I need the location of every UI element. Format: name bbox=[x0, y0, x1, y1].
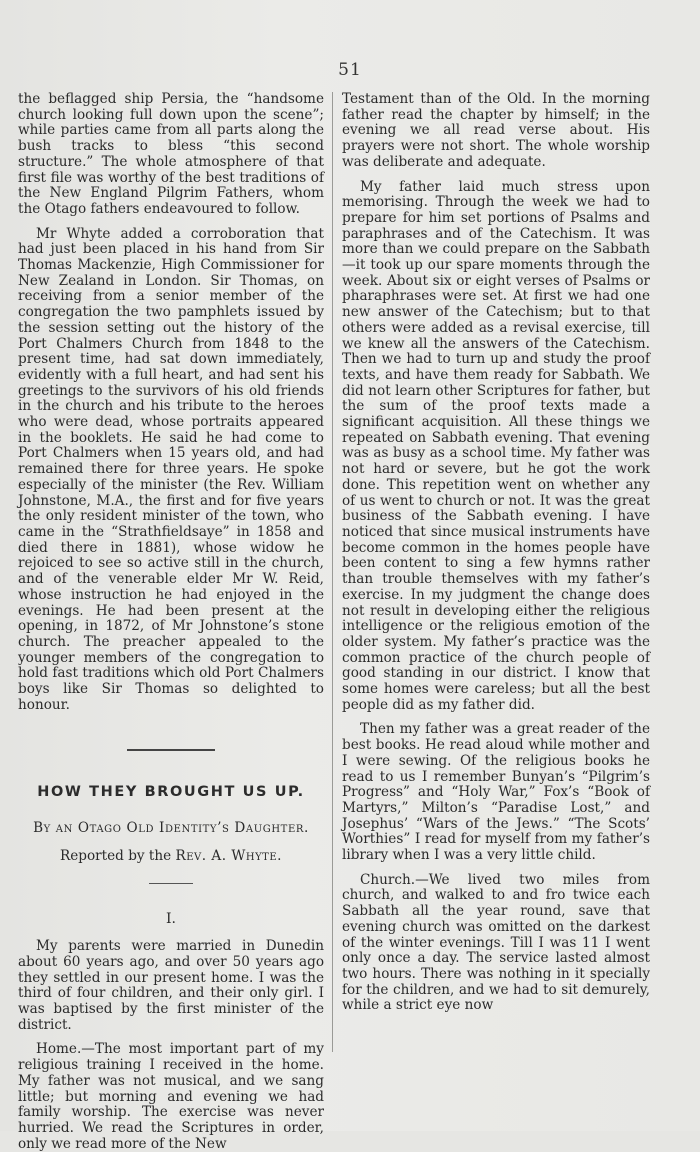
paragraph: the beflagged ship Persia, the “handsome church looking full down upon the scene”; while parties came from all parts along the bush tracks to bless “this second structure.” The whole atmosphere of that first file was worthy of the best traditions of the New England Pilgrim Fathers, whom the Otago fathers endeavoured to follow. bbox=[18, 91, 324, 217]
paragraph: Mr Whyte added a corroboration that had just been placed in his hand from Sir Thomas Mackenzie, High Commissioner for New Zealand in London. Sir Thomas, on receiving from a senior member of the congregation the two pamphlets issued by the session setting out the history of the Port Chalmers Church from 1848 to the present time, had sat down immediately, evidently with a full heart, and had sent his greetings to the survivors of his old friends in the church and his tribute to the heroes who were dead, whose portraits appeared in the booklets. He said he had come to Port Chalmers when 15 years old, and had remained there for three years. He spoke especially of the minister (the Rev. William Johnstone, M.A., the first and for five years the only resident minister of the town, who came in the “Strathfieldsaye” in 1858 and died there in 1881), whose widow he rejoiced to see so active still in the church, and of the venerable elder Mr W. Reid, whose instruction he had enjoyed in the evenings. He had been present at the opening, in 1872, of Mr Johnstone’s stone church. The preacher appealed to the younger members of the congregation to hold fast traditions which old Port Chalmers boys like Sir Thomas so delighted to honour. bbox=[18, 225, 324, 713]
paragraph: My father laid much stress upon memorising. Through the week we had to prepare for him set portions of Psalms and paraphrases and of the Catechism. It was more than we could prepare on the Sabbath—it took up our spare moments through the week. About six or eight verses of Psalms or pharaphrases were set. At first we had one new answer of the Catechism; but to that others were added as a revisal exercise, till we knew all the answers of the Catechism. Then we had to turn up and study the proof texts, and have them ready for Sabbath. We did not learn other Scriptures for father, but the sum of the proof texts made a significant acquisition. All these things we repeated on Sabbath evening. That evening was as busy as a school time. My father was not hard or severe, but he got the work done. This repetition went on whether any of us went to church or not. It was the great business of the Sabbath evening. I have noticed that since musical instruments have become common in the homes people have been content to sing a few hymns rather than trouble themselves with my father’s exercise. In my judgment the change does not result in developing either the religious intelligence or the religious emotion of the older system. My father’s practice was the common practice of the church people of good standing in our district. I know that some homes were careless; but all the best people did as my father did. bbox=[342, 178, 650, 713]
section-number: I. bbox=[166, 910, 176, 927]
right-column bbox=[342, 92, 650, 1014]
reported-prefix: Reported by the bbox=[60, 847, 172, 864]
section-divider bbox=[127, 749, 215, 751]
section-body bbox=[18, 939, 324, 1152]
paragraph: Then my father was a great reader of the best books. He read aloud while mother and I were sewing. Of the religious books he read to us I remember Bunyan’s “Pilgrim’s Progress” and “Holy War,” Fox’s “Book of Martyrs,” Milton’s “Paradise Lost,” and Josephus’ “Wars of the Jews.” “The Scots’ Worthies” I read for myself from my father’s library when I was a very little child. bbox=[342, 721, 650, 864]
reported-by-line bbox=[18, 849, 324, 865]
reporter-name: Rev. A. Whyte. bbox=[175, 847, 282, 864]
paragraph: Home.—The most important part of my religious training I received in the home. My father was not musical, and we sang little; but morning and evening we had family worship. The exercise was never hurried. We read the Scriptures in order, only we read more of the New bbox=[18, 1041, 324, 1152]
page-number: 51 bbox=[338, 60, 362, 80]
article-heading: HOW THEY BROUGHT US UP. bbox=[37, 784, 305, 801]
paragraph: My parents were married in Dunedin about 60 years ago, and over 50 years ago they settled in our present home. I was the third of four children, and their only girl. I was baptised by the first minister of the district. bbox=[18, 938, 324, 1033]
column-rule bbox=[332, 92, 333, 1052]
paragraph: Church.—We lived two miles from church, and walked to and fro twice each Sabbath all the year round, save that evening church was omitted on the darkest of the winter evenings. Till I was 11 I went only once a day. The service lasted almost two hours. There was nothing in it specially for the children, and we had to sit demurely, while a strict eye now bbox=[342, 871, 650, 1014]
paragraph: Testament than of the Old. In the morning father read the chapter by himself; in the evening we all read verse about. His prayers were not short. The whole worship was deliberate and adequate. bbox=[342, 91, 650, 170]
left-column bbox=[18, 92, 324, 1152]
article-byline: By an Otago Old Identity’s Daughter. bbox=[33, 820, 309, 837]
short-divider bbox=[149, 883, 193, 884]
